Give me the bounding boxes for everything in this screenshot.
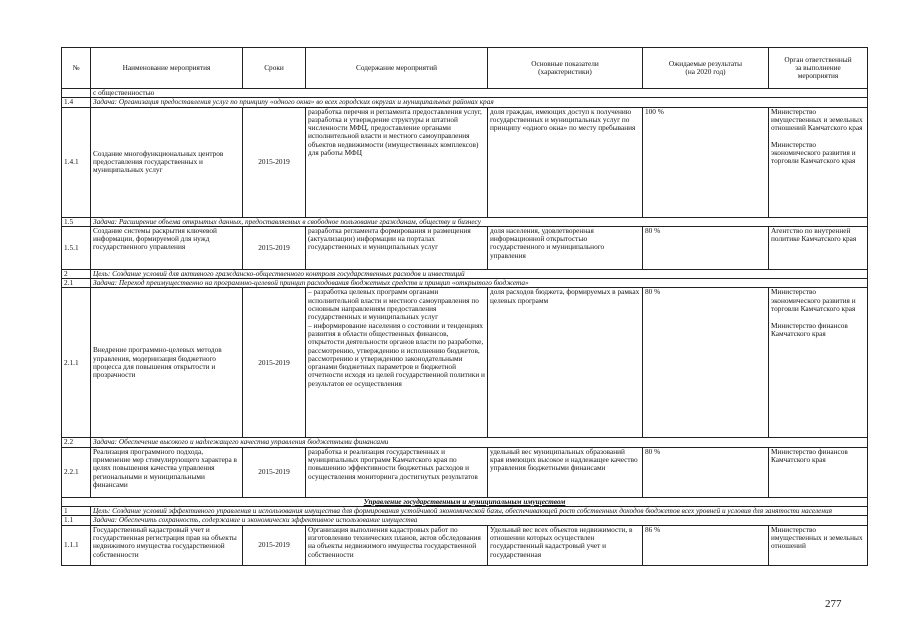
table-header-row — [62, 48, 868, 89]
measure-indicators: доля граждан, имеющих доступ к получению государственных и муниципальных услуг по принципу «одного окна» по месту пребывания — [488, 107, 643, 217]
table-row — [62, 107, 868, 217]
measure-indicators: доля расходов бюджета, формируемых в рамках целевых программ — [488, 288, 643, 438]
row-num: 2.1.1 — [62, 288, 91, 438]
task-row — [62, 98, 868, 107]
task-row — [62, 438, 868, 447]
row-num: 2.2.1 — [62, 447, 91, 497]
measure-indicators: Удельный вес всех объектов недвижимости, в отношении которых осуществлен государственный кадастровый учет и государственная — [488, 525, 643, 565]
row-num: 1.4.1 — [62, 107, 91, 217]
header-name: Наименование мероприятия — [91, 48, 243, 89]
measure-term: 2015-2019 — [243, 288, 306, 438]
measure-agency: Министерство имущественных и земельных отношений Камчатского края Министерство экономического развития и торговли Камчатского края — [769, 107, 868, 217]
row-num: 2.1 — [62, 279, 91, 288]
document-page — [61, 47, 867, 566]
measure-agency: Министерство экономического развития и торговли Камчатского края Министерство финансов Камчатского края — [769, 288, 868, 438]
row-num: 1.4 — [62, 98, 91, 107]
measure-content: разработка и реализация государственных и муниципальных программ Камчатского края по повышению эффективности бюджетных расходов и осуществления мониторинга достигнутых результатов — [306, 447, 488, 497]
measure-name: Создание системы раскрытия ключевой информации, формируемой для нужд государственного управления — [91, 226, 243, 269]
measures-table — [61, 47, 868, 566]
header-content: Содержание мероприятий — [306, 48, 488, 89]
measure-agency: Министерство финансов Камчатского края — [769, 447, 868, 497]
header-num: № — [62, 48, 91, 89]
measure-agency: Агентство по внутренней политике Камчатского края — [769, 226, 868, 269]
measure-term: 2015-2019 — [243, 226, 306, 269]
measure-term: 2015-2019 — [243, 107, 306, 217]
task-row — [62, 279, 868, 288]
row-num: 2.2 — [62, 438, 91, 447]
measure-indicators: доля населения, удовлетворенная информационной открытостью государственного и муниципального управления — [488, 226, 643, 269]
task-text: Задача: Обеспечить сохранность, содержание и экономически эффективное использование имущества — [91, 516, 868, 525]
task-row — [62, 516, 868, 525]
goal-text: Цель: Создание условий для активного гражданско-общественного контроля государственных расходов и инвестиций — [91, 269, 868, 278]
measure-content: – разработка целевых программ органами исполнительной власти и местного самоуправления по основным направлениям предоставления государственных и муниципальных услуг – информирование населения о состоянии и тенденциях развития в области общественных финансов, открытости деятельности органов власти по разработке, рассмотрению, утверждению и исполнению бюджетов, рассмотрению и утверждению законодательными органами бюджетных параметров и бюджетной отчетности исходя из целей государственной политики и результатов ее осуществления — [306, 288, 488, 438]
header-indicators: Основные показатели (характеристики) — [488, 48, 643, 89]
continuation-text: с общественностью — [91, 89, 868, 98]
task-text: Задача: Переход преимущественно на программно-целевой принцип расходования бюджетных средств и принцип «открытого бюджета» — [91, 279, 868, 288]
measure-term: 2015-2019 — [243, 525, 306, 565]
measure-name: Государственный кадастровый учет и государственная регистрация прав на объекты недвижимого имущества государственной собственности — [91, 525, 243, 565]
measure-content: разработка перечня и регламента предоставления услуг, разработка и утверждение структуры и штатной численности МФЦ, предоставление органами исполнительной власти и местного самоуправления объектов недвижимости (имущественных комплексов) для работы МФЦ — [306, 107, 488, 217]
table-row — [62, 525, 868, 565]
measure-name: Реализация программного подхода, применение мер стимулирующего характера в целях повышения качества управления региональными и муниципальными финансами — [91, 447, 243, 497]
measure-agency: Министерство имущественных и земельных отношений — [769, 525, 868, 565]
goal-text: Цель: Создание условий эффективного управления и использования имущества для формирования устойчивой экономической базы, обеспечивающей рост собственных доходов бюджетов всех уровней и условия для занятости населения — [91, 507, 868, 516]
task-text: Задача: Организация предоставления услуг по принципу «одного окна» во всех городских округах и муниципальных районах края — [91, 98, 868, 107]
table-row — [62, 89, 868, 98]
task-text: Задача: Обеспечение высокого и надлежащего качества управления бюджетными финансами — [91, 438, 868, 447]
measure-term: 2015-2019 — [243, 447, 306, 497]
header-results: Ожидаемые результаты (на 2020 год) — [643, 48, 769, 89]
row-num: 2 — [62, 269, 91, 278]
table-row — [62, 288, 868, 438]
table-row — [62, 226, 868, 269]
measure-results: 86 % — [643, 525, 769, 565]
row-num: 1.1.1 — [62, 525, 91, 565]
table-row — [62, 447, 868, 497]
goal-row — [62, 269, 868, 278]
section-title: Управление государственным и муниципальным имуществом — [62, 497, 868, 506]
row-num: 1.5.1 — [62, 226, 91, 269]
task-text: Задача: Расширение объема открытых данных, предоставляемых в свободное пользование гражданам, обществу и бизнесу — [91, 217, 868, 226]
measure-content: разработка регламента формирования и размещения (актуализации) информации на порталах государственных и муниципальных услуг — [306, 226, 488, 269]
measure-results: 80 % — [643, 226, 769, 269]
measure-indicators: удельный вес муниципальных образований края имеющих высокое и надлежащее качество управления бюджетными финансами — [488, 447, 643, 497]
task-row — [62, 217, 868, 226]
measure-name: Внедрение программно-целевых методов управления, модернизация бюджетного процесса для повышения открытости и прозрачности — [91, 288, 243, 438]
goal-row — [62, 507, 868, 516]
measure-results: 80 % — [643, 288, 769, 438]
page-number: 277 — [825, 598, 842, 610]
measure-results: 100 % — [643, 107, 769, 217]
measure-results: 80 % — [643, 447, 769, 497]
row-num: 1.1 — [62, 516, 91, 525]
row-num: 1 — [62, 507, 91, 516]
header-term: Сроки — [243, 48, 306, 89]
header-agency: Орган ответственный за выполнение мероприятия — [769, 48, 868, 89]
row-num — [62, 89, 91, 98]
section-row — [62, 497, 868, 506]
measure-content: Организация выполнения кадастровых работ по изготовлению технических планов, актов обследования на объекты недвижимого имущества государственной собственности — [306, 525, 488, 565]
measure-name: Создание многофункциональных центров предоставления государственных и муниципальных услуг — [91, 107, 243, 217]
row-num: 1.5 — [62, 217, 91, 226]
